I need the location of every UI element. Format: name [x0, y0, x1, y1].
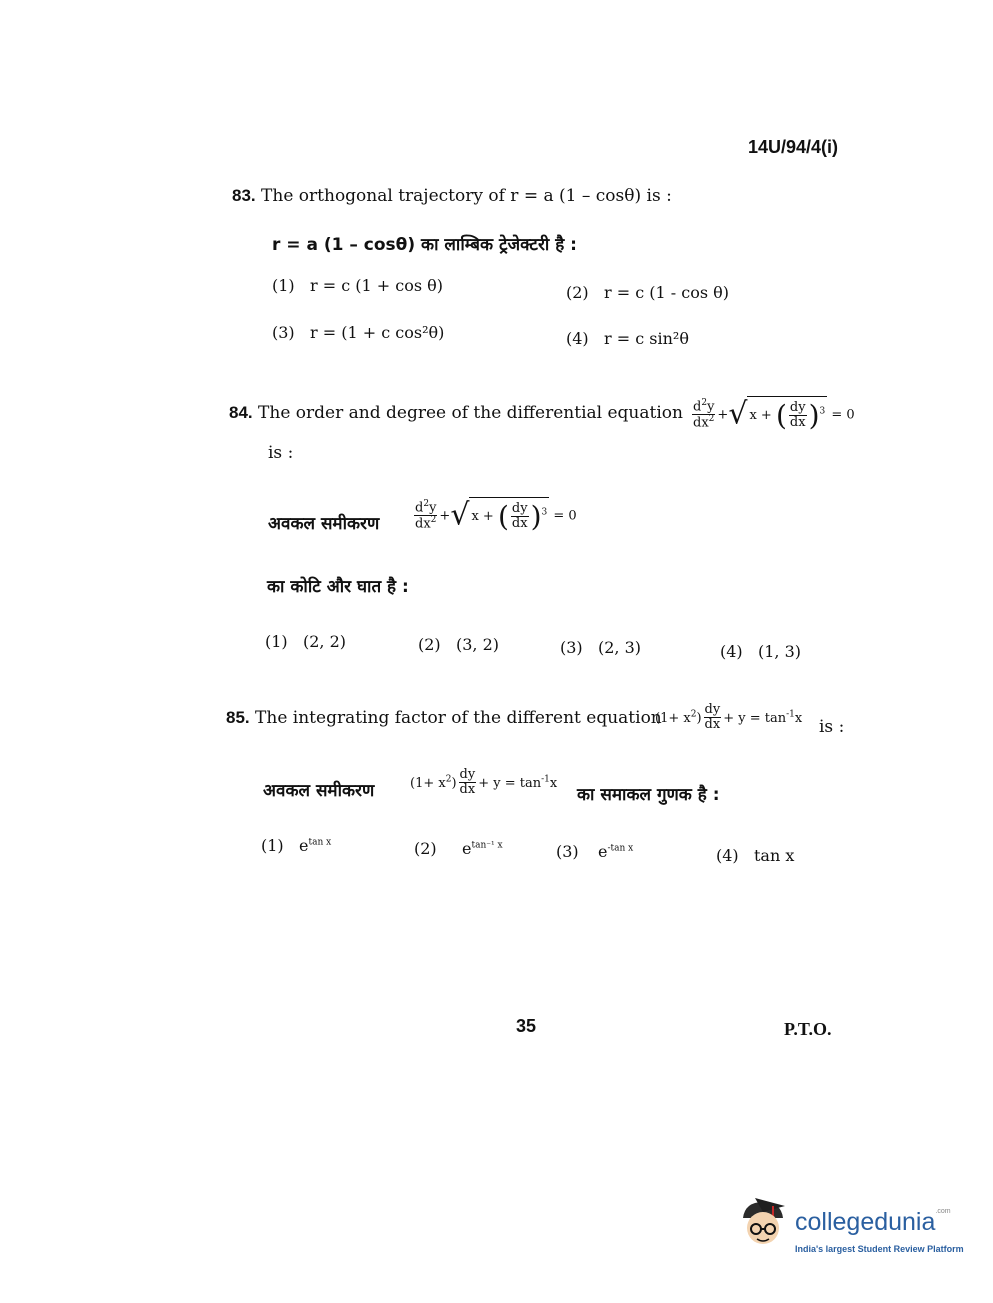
question-number: 83.: [232, 186, 256, 205]
option-4: [716, 846, 794, 865]
option-1: [261, 836, 331, 855]
option-2: [566, 283, 729, 302]
logo-suffix: .com: [935, 1208, 951, 1215]
collegedunia-mascot-icon: [733, 1196, 793, 1258]
option-text: r = c sin²θ: [604, 329, 689, 348]
option-number: (1): [261, 836, 284, 855]
option-text: e: [299, 836, 309, 855]
differential-equation-hindi: $\frac{d^2y}{dx^2}$ +√ x + ( $\frac{dy}{dx}$ )$^3$ = 0: [415, 497, 577, 533]
option-text: e: [598, 842, 608, 861]
option-text: r = (1 + c cos²θ): [310, 323, 445, 342]
option-4: [566, 329, 689, 348]
paper-code: 14U/94/4(i): [748, 137, 839, 157]
option-text: r = c (1 - cos θ): [604, 283, 730, 302]
question-84-hindi-end: का कोटि और घात है :: [267, 577, 409, 597]
option-text: (2, 3): [598, 638, 642, 657]
pto-label: P.T.O.: [784, 1019, 832, 1039]
integrating-equation-hindi: $(1+ x^2)$ $\frac{dy}{dx}$ + $y = \tan^{-1}x$: [410, 767, 558, 797]
option-number: (3): [556, 842, 579, 861]
option-number: (4): [716, 846, 739, 865]
option-text: r = c (1 + cos θ): [310, 276, 444, 295]
question-number: 85.: [226, 708, 250, 727]
option-number: (3): [560, 638, 583, 657]
option-number: (2): [414, 839, 437, 858]
question-text-en: The order and degree of the differential equation: [258, 403, 683, 423]
differential-equation: $\frac{d^2y}{dx^2}$ +√ x + ( $\frac{dy}{dx}$ )$^3$ = 0: [693, 396, 855, 432]
option-number: (3): [272, 323, 295, 342]
option-3: [556, 842, 633, 861]
option-number: (4): [720, 642, 743, 661]
option-text: tan x: [754, 846, 795, 865]
option-number: (1): [272, 276, 295, 295]
question-84-is: is :: [268, 443, 294, 463]
option-number: (2): [418, 635, 441, 654]
option-3: [560, 638, 641, 657]
question-83: [232, 186, 672, 206]
option-number: (1): [265, 632, 288, 651]
question-85: [226, 708, 662, 728]
page-number: 35: [516, 1016, 537, 1036]
option-number: (4): [566, 329, 589, 348]
option-1: [265, 632, 346, 651]
option-text: (3, 2): [456, 635, 500, 654]
question-85-hindi-start: अवकल समीकरण: [263, 781, 375, 801]
option-2: [414, 839, 503, 858]
option-2: [418, 635, 499, 654]
logo-wordmark: collegedunia$^{.com}$: [795, 1208, 951, 1236]
integrating-equation: $(1+ x^2)$ $\frac{dy}{dx}$ + $y = \tan^{-1}x$: [655, 702, 803, 732]
logo-tagline: India's largest Student Review Platform: [795, 1244, 964, 1254]
question-85-hindi-end: का समाकल गुणक है :: [577, 785, 720, 805]
option-number: (2): [566, 283, 589, 302]
question-83-hindi: r = a (1 – cosθ) का लाम्बिक ट्रेजेक्टरी है :: [272, 235, 577, 255]
question-number: 84.: [229, 403, 253, 422]
option-3: [272, 323, 444, 342]
option-text: (2, 2): [303, 632, 347, 651]
question-text-en: The orthogonal trajectory of r = a (1 – cosθ) is :: [261, 186, 672, 206]
option-1: [272, 276, 443, 295]
option-4: [720, 642, 801, 661]
option-exponent: -tan x: [607, 843, 634, 854]
question-84-hindi-start: अवकल समीकरण: [268, 514, 380, 534]
option-text: (1, 3): [758, 642, 802, 661]
option-exponent: tan x: [308, 837, 332, 848]
question-text-en: The integrating factor of the different equation: [255, 708, 662, 728]
option-exponent: tan⁻¹ x: [471, 840, 503, 851]
question-84: [229, 403, 683, 423]
question-85-is: is :: [819, 717, 845, 737]
option-text: e: [462, 839, 472, 858]
